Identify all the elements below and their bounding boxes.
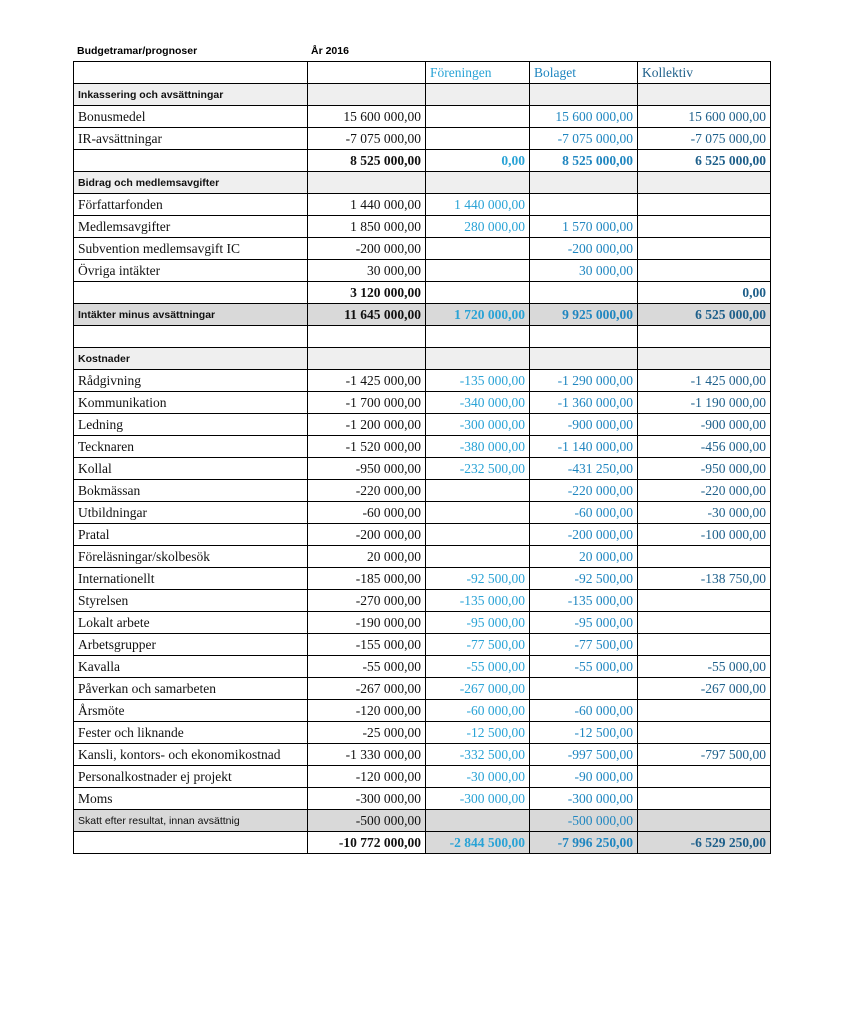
value-cell (638, 700, 771, 722)
value-cell: -340 000,00 (426, 392, 530, 414)
value-cell: -55 000,00 (638, 656, 771, 678)
row-label: Styrelsen (74, 590, 308, 612)
table-row (74, 370, 771, 392)
value-cell (638, 260, 771, 282)
value-cell: -2 844 500,00 (426, 832, 530, 854)
table-row (74, 194, 771, 216)
value-cell: 1 850 000,00 (308, 216, 426, 238)
section-header-row (74, 348, 771, 370)
row-label: Kansli, kontors- och ekonomikostnad (74, 744, 308, 766)
value-cell: -135 000,00 (530, 590, 638, 612)
table-row (74, 106, 771, 128)
value-cell: -300 000,00 (530, 788, 638, 810)
row-label: Kavalla (74, 656, 308, 678)
row-label: Medlemsavgifter (74, 216, 308, 238)
value-cell (426, 238, 530, 260)
value-cell: 1 440 000,00 (426, 194, 530, 216)
table-row (74, 414, 771, 436)
row-label: Ledning (74, 414, 308, 436)
value-cell (638, 766, 771, 788)
value-cell: -1 425 000,00 (308, 370, 426, 392)
row-label: Övriga intäkter (74, 260, 308, 282)
header-kollektiv: Kollektiv (638, 62, 771, 84)
value-cell: 6 525 000,00 (638, 150, 771, 172)
value-cell (426, 502, 530, 524)
value-cell: -200 000,00 (308, 524, 426, 546)
section-header-row (74, 172, 771, 194)
value-cell: -267 000,00 (308, 678, 426, 700)
value-cell: -232 500,00 (426, 458, 530, 480)
header-cell-blank-2 (308, 62, 426, 84)
table-row (74, 524, 771, 546)
value-cell: -267 000,00 (638, 678, 771, 700)
row-label: Internationellt (74, 568, 308, 590)
value-cell (426, 326, 530, 348)
value-cell: -380 000,00 (426, 436, 530, 458)
row-label (74, 150, 308, 172)
value-cell: -220 000,00 (530, 480, 638, 502)
table-row (74, 766, 771, 788)
value-cell: -60 000,00 (426, 700, 530, 722)
value-cell: -60 000,00 (530, 502, 638, 524)
value-cell: -138 750,00 (638, 568, 771, 590)
value-cell (426, 172, 530, 194)
row-label (74, 282, 308, 304)
value-cell: -95 000,00 (426, 612, 530, 634)
value-cell (530, 348, 638, 370)
value-cell: -7 996 250,00 (530, 832, 638, 854)
row-label: Författarfonden (74, 194, 308, 216)
value-cell: -155 000,00 (308, 634, 426, 656)
value-cell: -1 200 000,00 (308, 414, 426, 436)
value-cell: -190 000,00 (308, 612, 426, 634)
value-cell (638, 172, 771, 194)
value-cell: 8 525 000,00 (530, 150, 638, 172)
table-row (74, 722, 771, 744)
value-cell: -55 000,00 (426, 656, 530, 678)
document-title: Budgetramar/prognoser (77, 45, 198, 57)
value-cell (308, 84, 426, 106)
row-label: Bonusmedel (74, 106, 308, 128)
table-row (74, 788, 771, 810)
row-label: Föreläsningar/skolbesök (74, 546, 308, 568)
value-cell: -95 000,00 (530, 612, 638, 634)
value-cell (638, 722, 771, 744)
row-label: Bidrag och medlemsavgifter (74, 172, 308, 194)
value-cell: -90 000,00 (530, 766, 638, 788)
year-label: År 2016 (311, 45, 349, 57)
table-row (74, 590, 771, 612)
table-row (74, 656, 771, 678)
value-cell (638, 634, 771, 656)
table-row (74, 744, 771, 766)
value-cell: -1 140 000,00 (530, 436, 638, 458)
value-cell (638, 788, 771, 810)
value-cell: -950 000,00 (638, 458, 771, 480)
table-row (74, 546, 771, 568)
value-cell: 1 570 000,00 (530, 216, 638, 238)
value-cell: -431 250,00 (530, 458, 638, 480)
row-label: Kostnader (74, 348, 308, 370)
value-cell: 6 525 000,00 (638, 304, 771, 326)
table-row (74, 458, 771, 480)
budget-table (73, 61, 771, 854)
value-cell: -135 000,00 (426, 370, 530, 392)
row-label: Skatt efter resultat, innan avsättnig (74, 810, 308, 832)
value-cell: -1 360 000,00 (530, 392, 638, 414)
table-row (74, 282, 771, 304)
table-row (74, 326, 771, 348)
table-row (74, 568, 771, 590)
table-row (74, 260, 771, 282)
value-cell: -1 290 000,00 (530, 370, 638, 392)
value-cell: 0,00 (638, 282, 771, 304)
value-cell: -7 075 000,00 (638, 128, 771, 150)
row-label: Subvention medlemsavgift IC (74, 238, 308, 260)
value-cell (308, 172, 426, 194)
value-cell (638, 194, 771, 216)
table-row (74, 216, 771, 238)
column-header-row (74, 62, 771, 84)
value-cell: 280 000,00 (426, 216, 530, 238)
table-row (74, 480, 771, 502)
value-cell: -77 500,00 (426, 634, 530, 656)
table-row (74, 128, 771, 150)
value-cell: 11 645 000,00 (308, 304, 426, 326)
value-cell: 9 925 000,00 (530, 304, 638, 326)
value-cell: 30 000,00 (308, 260, 426, 282)
value-cell (426, 260, 530, 282)
value-cell: -135 000,00 (426, 590, 530, 612)
value-cell: 20 000,00 (530, 546, 638, 568)
value-cell: -950 000,00 (308, 458, 426, 480)
value-cell: -797 500,00 (638, 744, 771, 766)
value-cell: -7 075 000,00 (308, 128, 426, 150)
table-row (74, 304, 771, 326)
value-cell: 1 440 000,00 (308, 194, 426, 216)
value-cell (530, 326, 638, 348)
row-label: Moms (74, 788, 308, 810)
value-cell (426, 546, 530, 568)
value-cell: -60 000,00 (308, 502, 426, 524)
table-row (74, 392, 771, 414)
value-cell: -7 075 000,00 (530, 128, 638, 150)
row-label: Årsmöte (74, 700, 308, 722)
value-cell: -200 000,00 (530, 238, 638, 260)
table-row (74, 700, 771, 722)
value-cell (530, 84, 638, 106)
value-cell: -92 500,00 (426, 568, 530, 590)
value-cell: -200 000,00 (530, 524, 638, 546)
value-cell: -220 000,00 (308, 480, 426, 502)
row-label: Påverkan och samarbeten (74, 678, 308, 700)
row-label: Utbildningar (74, 502, 308, 524)
value-cell (638, 590, 771, 612)
value-cell: -6 529 250,00 (638, 832, 771, 854)
value-cell (308, 326, 426, 348)
value-cell: -1 520 000,00 (308, 436, 426, 458)
row-label: Inkassering och avsättningar (74, 84, 308, 106)
header-foreningen: Föreningen (426, 62, 530, 84)
value-cell (426, 480, 530, 502)
value-cell: 8 525 000,00 (308, 150, 426, 172)
value-cell: -997 500,00 (530, 744, 638, 766)
row-label: Bokmässan (74, 480, 308, 502)
header-bolaget: Bolaget (530, 62, 638, 84)
value-cell: -25 000,00 (308, 722, 426, 744)
value-cell (638, 238, 771, 260)
value-cell (530, 678, 638, 700)
value-cell: -300 000,00 (426, 788, 530, 810)
value-cell (638, 326, 771, 348)
value-cell: -456 000,00 (638, 436, 771, 458)
value-cell: -55 000,00 (530, 656, 638, 678)
row-label: Rådgivning (74, 370, 308, 392)
value-cell: -900 000,00 (638, 414, 771, 436)
table-row (74, 612, 771, 634)
table-row (74, 436, 771, 458)
value-cell: -77 500,00 (530, 634, 638, 656)
row-label: Kollal (74, 458, 308, 480)
row-label: Fester och liknande (74, 722, 308, 744)
value-cell: -200 000,00 (308, 238, 426, 260)
value-cell: -500 000,00 (308, 810, 426, 832)
table-row (74, 502, 771, 524)
row-label: IR-avsättningar (74, 128, 308, 150)
value-cell (530, 282, 638, 304)
value-cell: -1 700 000,00 (308, 392, 426, 414)
value-cell: 15 600 000,00 (638, 106, 771, 128)
value-cell: -12 500,00 (426, 722, 530, 744)
value-cell: -900 000,00 (530, 414, 638, 436)
value-cell: -267 000,00 (426, 678, 530, 700)
value-cell (530, 172, 638, 194)
row-label: Intäkter minus avsättningar (74, 304, 308, 326)
value-cell: 20 000,00 (308, 546, 426, 568)
value-cell: -92 500,00 (530, 568, 638, 590)
table-row (74, 678, 771, 700)
value-cell: -270 000,00 (308, 590, 426, 612)
value-cell: -332 500,00 (426, 744, 530, 766)
table-row (74, 238, 771, 260)
value-cell: -60 000,00 (530, 700, 638, 722)
value-cell (638, 546, 771, 568)
row-label: Lokalt arbete (74, 612, 308, 634)
table-row (74, 810, 771, 832)
header-cell-blank-1 (74, 62, 308, 84)
value-cell: 0,00 (426, 150, 530, 172)
value-cell: -1 425 000,00 (638, 370, 771, 392)
row-label (74, 326, 308, 348)
value-cell (308, 348, 426, 370)
grand-total-row (74, 832, 771, 854)
value-cell: -185 000,00 (308, 568, 426, 590)
value-cell: 15 600 000,00 (530, 106, 638, 128)
value-cell: -30 000,00 (426, 766, 530, 788)
row-label: Tecknaren (74, 436, 308, 458)
value-cell (426, 106, 530, 128)
value-cell: -12 500,00 (530, 722, 638, 744)
value-cell: -120 000,00 (308, 766, 426, 788)
value-cell: -1 330 000,00 (308, 744, 426, 766)
value-cell (426, 128, 530, 150)
value-cell (638, 84, 771, 106)
value-cell (426, 810, 530, 832)
row-label: Personalkostnader ej projekt (74, 766, 308, 788)
value-cell: -220 000,00 (638, 480, 771, 502)
value-cell (426, 348, 530, 370)
table-row (74, 634, 771, 656)
value-cell: -1 190 000,00 (638, 392, 771, 414)
row-label: Arbetsgrupper (74, 634, 308, 656)
value-cell: -30 000,00 (638, 502, 771, 524)
value-cell: -300 000,00 (426, 414, 530, 436)
value-cell (530, 194, 638, 216)
value-cell: 3 120 000,00 (308, 282, 426, 304)
value-cell (426, 282, 530, 304)
value-cell (426, 84, 530, 106)
value-cell (638, 612, 771, 634)
value-cell: -300 000,00 (308, 788, 426, 810)
value-cell: 1 720 000,00 (426, 304, 530, 326)
value-cell (638, 216, 771, 238)
value-cell: -55 000,00 (308, 656, 426, 678)
value-cell (638, 348, 771, 370)
value-cell: 15 600 000,00 (308, 106, 426, 128)
table-row (74, 150, 771, 172)
value-cell (638, 810, 771, 832)
row-label (74, 832, 308, 854)
section-header-row (74, 84, 771, 106)
value-cell: -10 772 000,00 (308, 832, 426, 854)
value-cell: 30 000,00 (530, 260, 638, 282)
value-cell: -100 000,00 (638, 524, 771, 546)
row-label: Pratal (74, 524, 308, 546)
row-label: Kommunikation (74, 392, 308, 414)
value-cell (426, 524, 530, 546)
value-cell: -120 000,00 (308, 700, 426, 722)
value-cell: -500 000,00 (530, 810, 638, 832)
